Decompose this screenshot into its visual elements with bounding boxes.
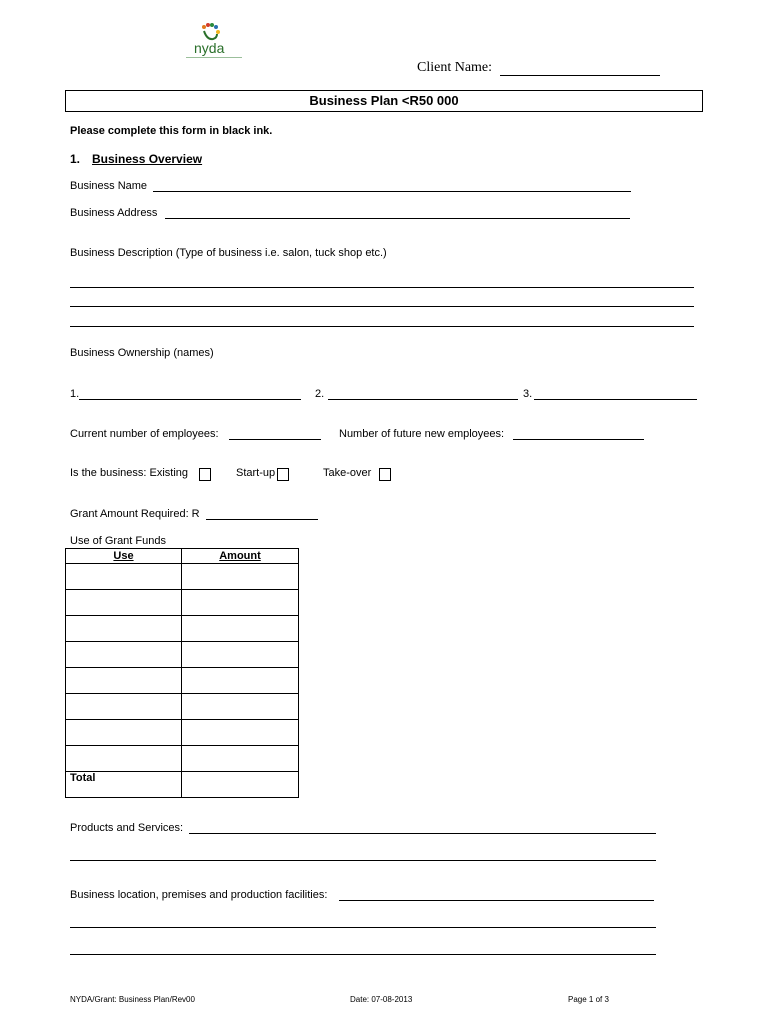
use-of-grant-label: Use of Grant Funds	[70, 535, 166, 547]
nyda-logo	[180, 22, 246, 68]
footer-document-ref: NYDA/Grant: Business Plan/Rev00	[70, 995, 195, 1004]
owner-2-label: 2.	[315, 388, 325, 400]
amount-cell[interactable]	[182, 720, 299, 746]
location-label: Business location, premises and production facilities:	[70, 889, 328, 901]
client-name-field[interactable]	[500, 75, 660, 76]
column-header-use: Use	[66, 549, 182, 564]
business-address-label: Business Address	[70, 207, 158, 219]
business-name-label: Business Name	[70, 180, 148, 192]
current-employees-field[interactable]	[229, 439, 321, 440]
current-employees-label: Current number of employees:	[70, 428, 219, 440]
grant-amount-field[interactable]	[206, 519, 318, 520]
owner-1-field[interactable]	[79, 399, 301, 400]
section-label: Business Overview	[92, 152, 203, 166]
use-cell[interactable]	[66, 694, 182, 720]
business-status-label: Is the business: Existing	[70, 467, 189, 479]
table-row	[66, 642, 299, 668]
use-cell[interactable]	[66, 746, 182, 772]
products-services-field[interactable]	[189, 833, 656, 834]
amount-cell[interactable]	[182, 694, 299, 720]
owner-2-field[interactable]	[328, 399, 518, 400]
amount-cell[interactable]	[182, 590, 299, 616]
section-number: 1.	[70, 152, 81, 166]
products-services-line-2[interactable]	[70, 860, 656, 861]
existing-checkbox[interactable]	[199, 468, 211, 481]
total-label: Total	[66, 772, 182, 798]
use-cell[interactable]	[66, 720, 182, 746]
table-row	[66, 590, 299, 616]
location-line-3[interactable]	[70, 954, 656, 955]
instruction-text: Please complete this form in black ink.	[70, 125, 273, 137]
location-field[interactable]	[339, 900, 654, 901]
location-line-2[interactable]	[70, 927, 656, 928]
startup-label: Start-up	[236, 467, 276, 479]
business-ownership-label: Business Ownership (names)	[70, 347, 214, 359]
table-row	[66, 694, 299, 720]
table-row	[66, 720, 299, 746]
grant-funds-table	[65, 548, 299, 798]
logo-tagline	[186, 57, 242, 60]
grant-amount-label: Grant Amount Required: R	[70, 508, 200, 520]
logo-text: nyda	[194, 40, 225, 56]
use-cell[interactable]	[66, 564, 182, 590]
products-services-label: Products and Services:	[70, 822, 184, 834]
table-header-row	[66, 549, 299, 564]
amount-cell[interactable]	[182, 746, 299, 772]
section-heading	[70, 152, 202, 166]
amount-cell[interactable]	[182, 668, 299, 694]
amount-cell[interactable]	[182, 564, 299, 590]
business-address-field[interactable]	[165, 218, 630, 219]
table-row	[66, 616, 299, 642]
total-amount-cell[interactable]	[182, 772, 299, 798]
client-name-label: Client Name:	[417, 60, 493, 75]
amount-cell[interactable]	[182, 642, 299, 668]
owner-1-label: 1.	[70, 388, 80, 400]
takeover-checkbox[interactable]	[379, 468, 391, 481]
business-description-label: Business Description (Type of business i.e. salon, tuck shop etc.)	[70, 247, 387, 259]
use-cell[interactable]	[66, 668, 182, 694]
future-employees-label: Number of future new employees:	[339, 428, 505, 440]
table-row	[66, 746, 299, 772]
description-line-3[interactable]	[70, 326, 694, 327]
column-header-amount: Amount	[182, 549, 299, 564]
footer-date: Date: 07-08-2013	[350, 995, 413, 1004]
future-employees-field[interactable]	[513, 439, 644, 440]
owner-3-field[interactable]	[534, 399, 697, 400]
use-cell[interactable]	[66, 590, 182, 616]
use-cell[interactable]	[66, 616, 182, 642]
footer-page-number: Page 1 of 3	[568, 995, 609, 1004]
page-title: Business Plan <R50 000	[309, 93, 459, 108]
table-row	[66, 564, 299, 590]
table-row	[66, 668, 299, 694]
description-line-1[interactable]	[70, 287, 694, 288]
startup-checkbox[interactable]	[277, 468, 289, 481]
total-row	[66, 772, 299, 798]
business-name-field[interactable]	[153, 191, 631, 192]
title-box	[65, 90, 703, 112]
amount-cell[interactable]	[182, 616, 299, 642]
description-line-2[interactable]	[70, 306, 694, 307]
use-cell[interactable]	[66, 642, 182, 668]
takeover-label: Take-over	[323, 467, 372, 479]
owner-3-label: 3.	[523, 388, 533, 400]
